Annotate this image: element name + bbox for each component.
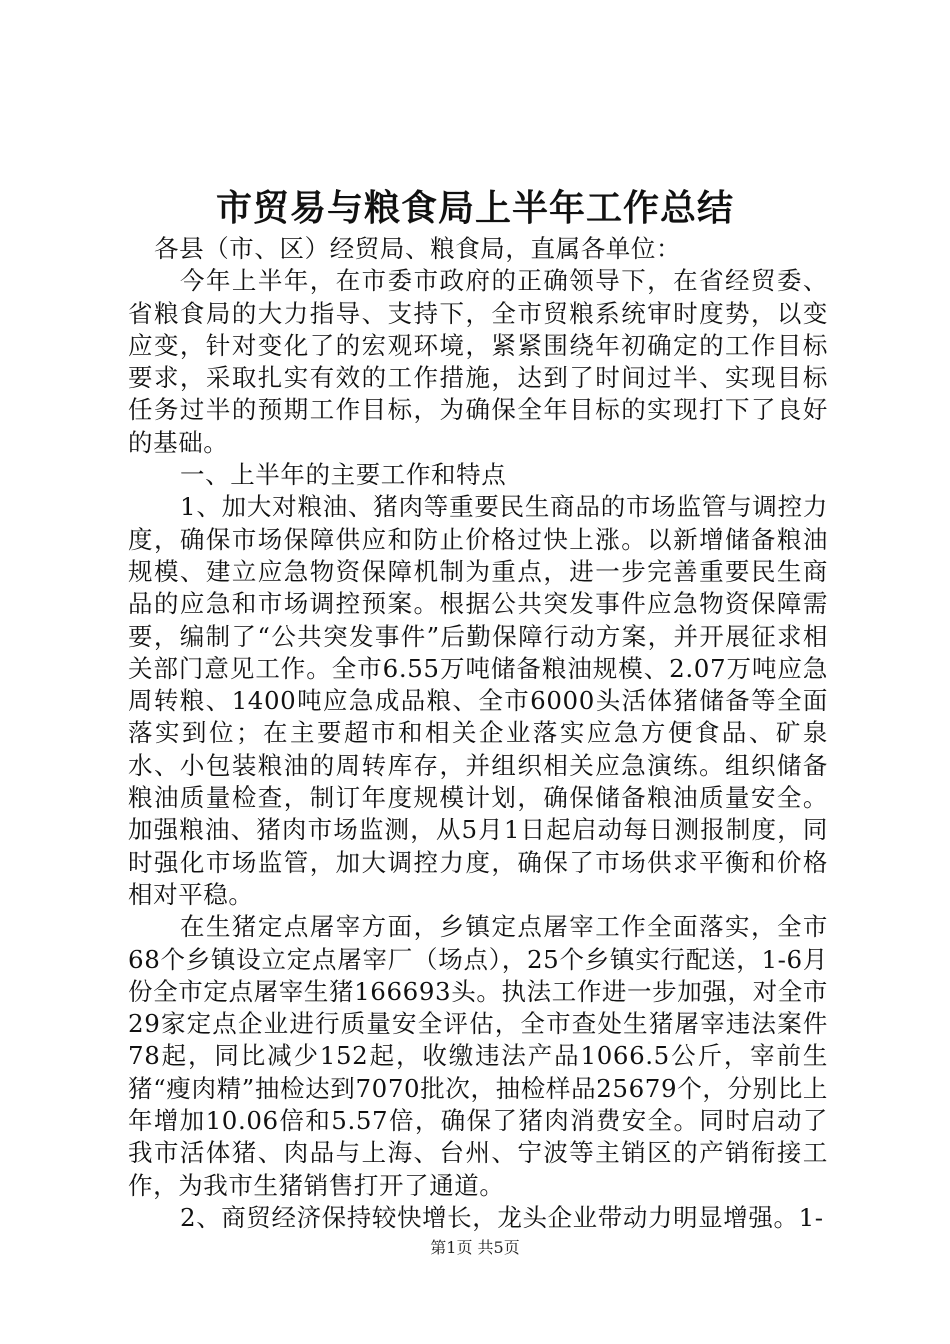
document-title: 市贸易与粮食局上半年工作总结: [215, 187, 734, 229]
section-heading: 一、上半年的主要工作和特点: [180, 460, 507, 490]
document-body: [128, 233, 828, 1234]
paragraph-item-1: 1、加大对粮油、猪肉等重要民生商品的市场监管与调控力度，确保市场保障供应和防止价格过快上涨。以新增储备粮油规模、建立应急物资保障机制为重点，进一步完善重要民生商品的应急和市场调控预案。根据公共突发事件应急物资保障需要，编制了“公共突发事件”后勤保障行动方案，并开展征求相关部门意见工作。全市6.55万吨储备粮油规模、2.07万吨应急周转粮、1400吨应急成品粮、全市6000头活体猪储备等全面落实到位；在主要超市和相关企业落实应急方便食品、矿泉水、小包装粮油的周转库存，并组织相关应急演练。组织储备粮油质量检查，制订年度规模计划，确保储备粮油质量安全。加强粮油、猪肉市场监测，从5月1日起启动每日测报制度，同时强化市场监管，加大调控力度，确保了市场供求平衡和价格相对平稳。: [128, 492, 828, 909]
paragraph-slaughter: 在生猪定点屠宰方面，乡镇定点屠宰工作全面落实，全市68个乡镇设立定点屠宰厂（场点），25个乡镇实行配送，1-6月份全市定点屠宰生猪166693头。执法工作进一步加强，对全市29家定点企业进行质量安全评估，全市查处生猪屠宰违法案件78起，同比减少152起，收缴违法产品1066.5公斤，宰前生猪“瘦肉精”抽检达到7070批次，抽检样品25679个，分别比上年增加10.06倍和5.57倍，确保了猪肉消费安全。同时启动了我市活体猪、肉品与上海、台州、宁波等主销区的产销衔接工作，为我市生猪销售打开了通道。: [128, 912, 828, 1200]
page-footer: 第1页 共5页: [430, 1238, 520, 1257]
paragraph-item-2: 2、商贸经济保持较快增长，龙头企业带动力明显增强。1-: [180, 1202, 824, 1232]
paragraph-intro: 今年上半年，在市委市政府的正确领导下，在省经贸委、省粮食局的大力指导、支持下，全市贸粮系统审时度势，以变应变，针对变化了的宏观环境，紧紧围绕年初确定的工作目标要求，采取扎实有效的工作措施，达到了时间过半、实现目标任务过半的预期工作目标，为确保全年目标的实现打下了良好的基础。: [128, 266, 828, 457]
salutation: 各县（市、区）经贸局、粮食局，直属各单位：: [154, 234, 682, 263]
